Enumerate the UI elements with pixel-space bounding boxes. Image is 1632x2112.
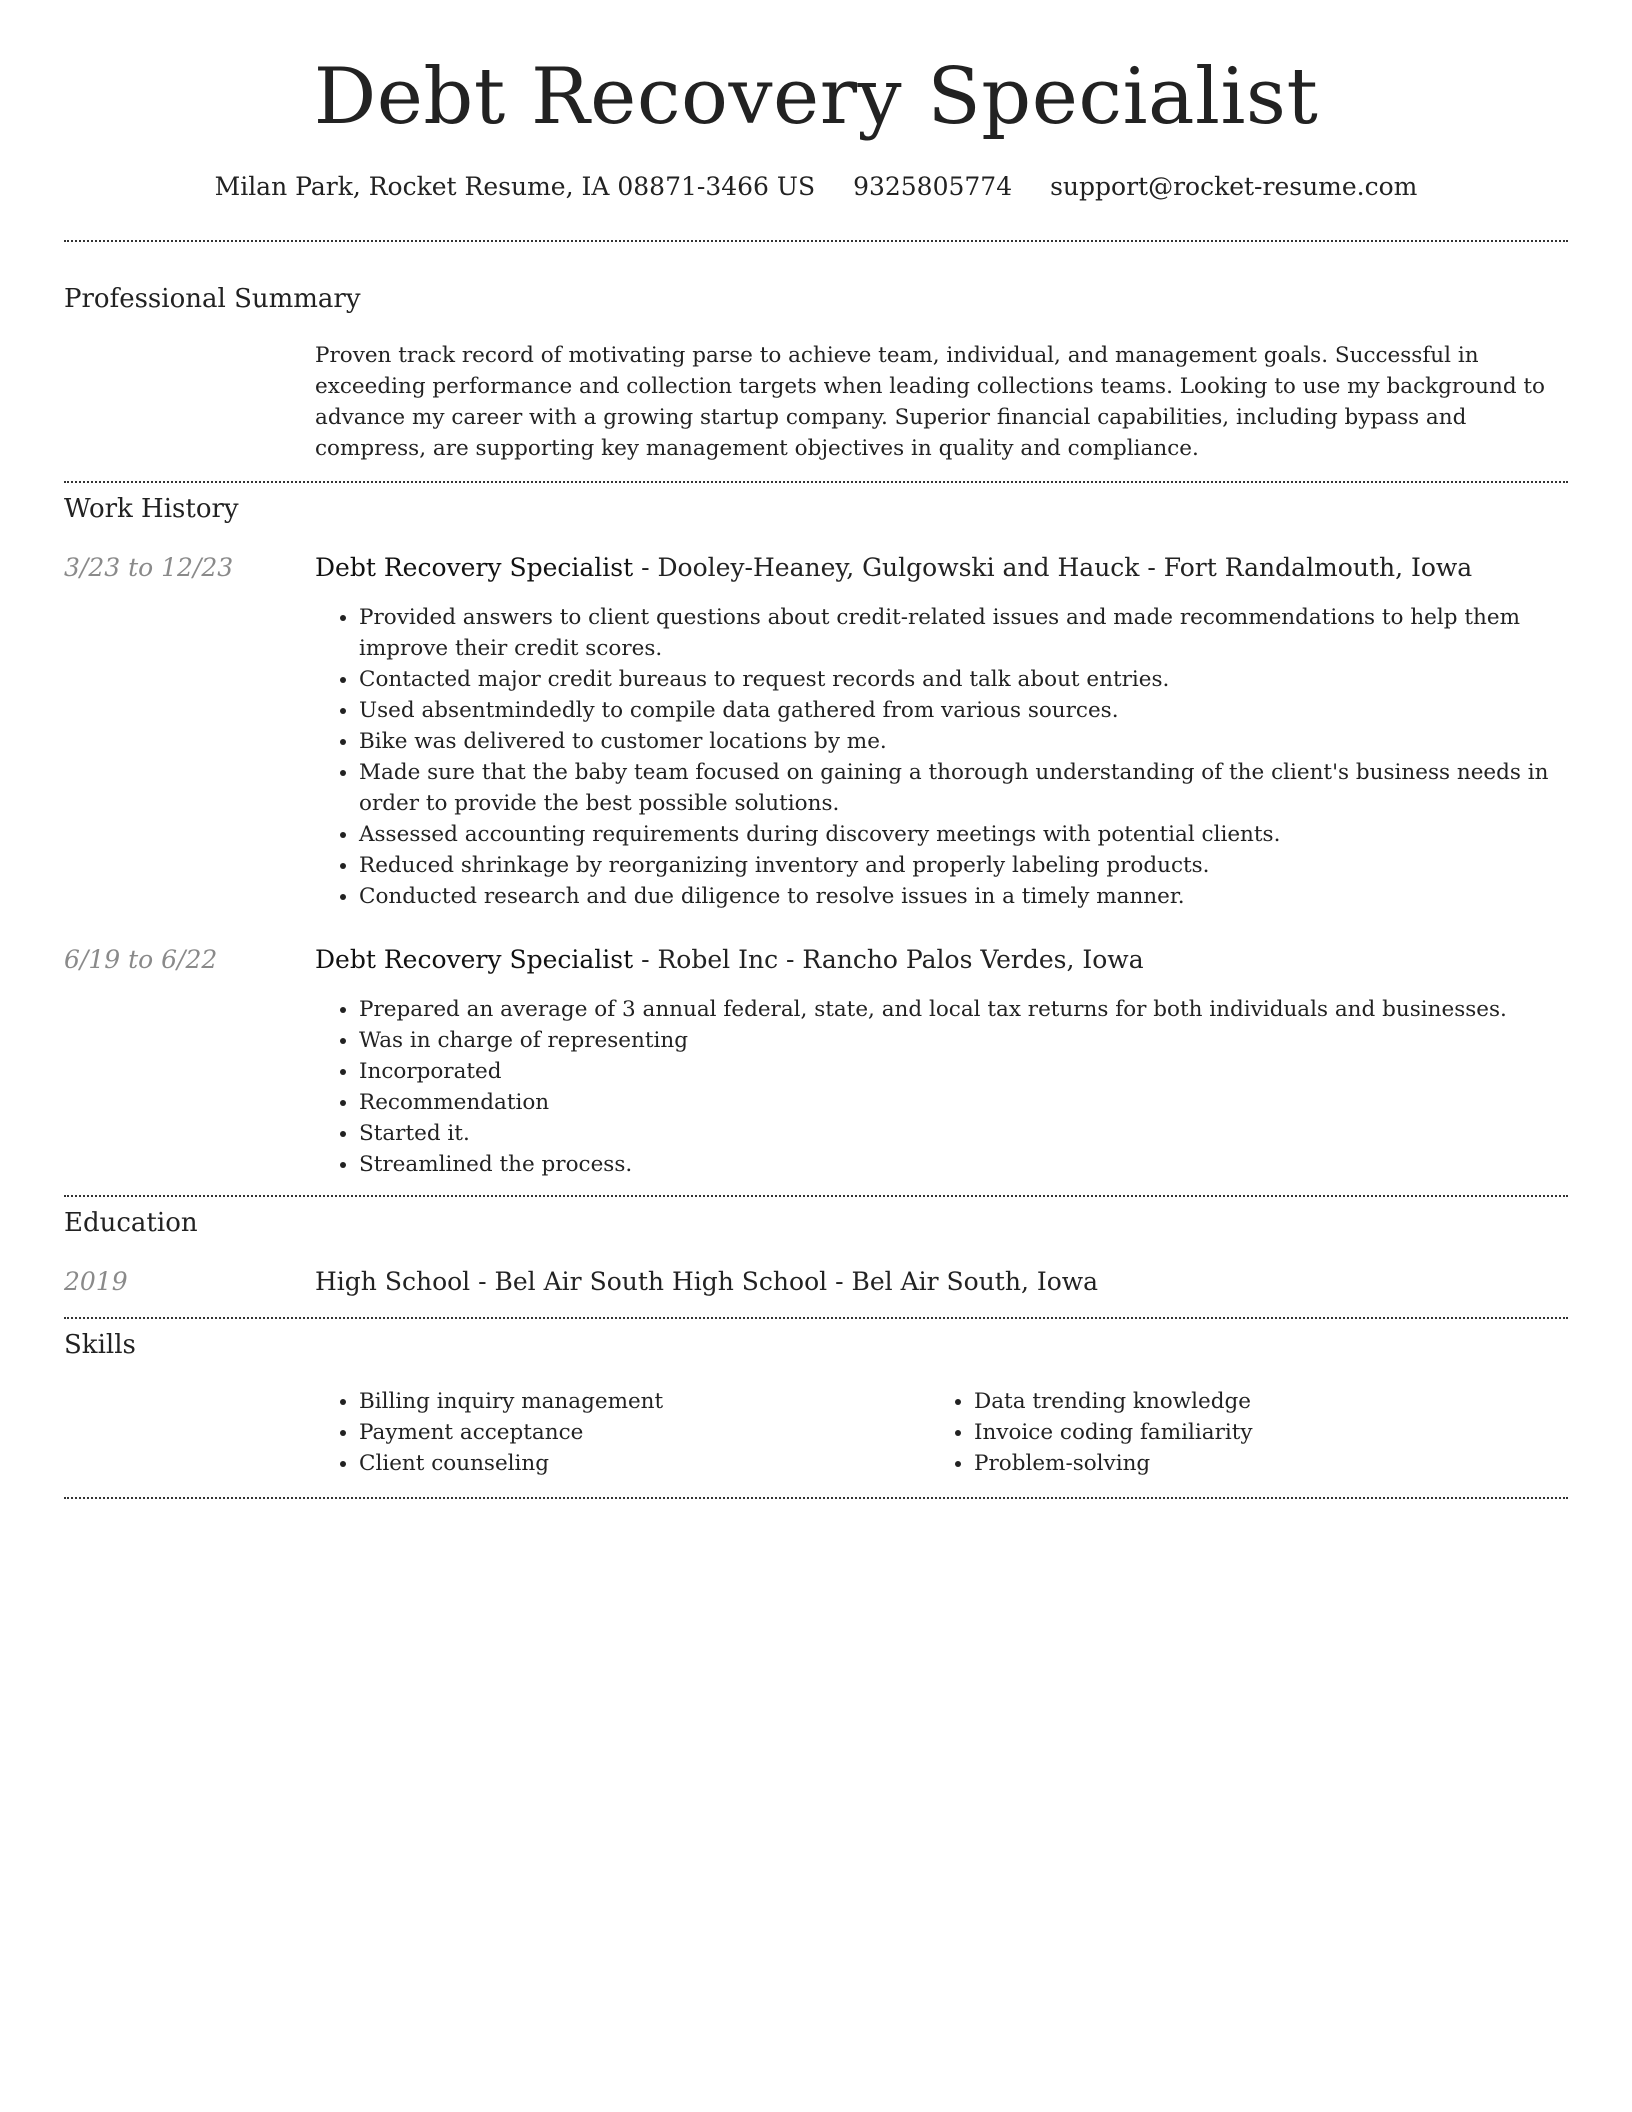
job-heading	[315, 945, 1144, 974]
divider	[64, 1497, 1568, 1499]
education-entry: High School - Bel Air South High School - Bel Air South, Iowa	[315, 1267, 1099, 1296]
job-employer-location: - Dooley-Heaney, Gulgowski and Hauck - Fort Randalmouth, Iowa	[633, 553, 1473, 582]
job-bullets	[315, 602, 1609, 912]
skill-item: • Problem-solving	[974, 1448, 1534, 1479]
contact-phone: 9325805774	[853, 172, 1013, 201]
divider	[64, 481, 1568, 483]
job-bullet: • Streamlined the process.	[359, 1149, 1609, 1180]
job-bullet: • Incorporated	[359, 1056, 1609, 1087]
divider	[64, 1195, 1568, 1197]
summary-text: Proven track record of motivating parse to achieve team, individual, and management goals. Successful in exceeding performance and collection targets when leading collections teams. Looking to use my background to advance my career with a growing startup company. Superior financial capabilities, including bypass and compress, are supporting key management objectives in quality and compliance.	[315, 343, 1546, 461]
skills-list-right	[930, 1386, 1534, 1479]
job-employer-location: - Robel Inc - Rancho Palos Verdes, Iowa	[633, 945, 1144, 974]
job-bullet: • Prepared an average of 3 annual federal, state, and local tax returns for both individuals and businesses.	[359, 994, 1609, 1025]
section-title-work-history: Work History	[64, 494, 239, 524]
job-bullet: • Assessed accounting requirements during discovery meetings with potential clients.	[359, 819, 1609, 850]
section-title-skills: Skills	[64, 1330, 136, 1360]
job-bullets	[315, 994, 1609, 1180]
divider	[64, 1317, 1568, 1319]
job-bullet: • Started it.	[359, 1118, 1609, 1149]
job-role: Debt Recovery Specialist	[315, 945, 634, 974]
job-dates: 6/19 to 6/22	[64, 945, 218, 974]
job-bullet: • Reduced shrinkage by reorganizing inventory and properly labeling products.	[359, 850, 1609, 881]
contact-address: Milan Park, Rocket Resume, IA 08871-3466 US	[214, 172, 816, 201]
divider	[64, 240, 1568, 242]
job-bullet: • Made sure that the baby team focused on gaining a thorough understanding of the client's business needs in order to provide the best possible solutions.	[359, 757, 1609, 819]
skills-list-left	[315, 1386, 919, 1479]
job-bullet: • Conducted research and due diligence to resolve issues in a timely manner.	[359, 881, 1609, 912]
skill-item: • Invoice coding familiarity	[974, 1417, 1534, 1448]
job-bullet: • Used absentmindedly to compile data gathered from various sources.	[359, 695, 1609, 726]
job-bullet: • Recommendation	[359, 1087, 1609, 1118]
resume-name: Debt Recovery Specialist	[313, 52, 1319, 142]
skill-item: • Payment acceptance	[359, 1417, 919, 1448]
skill-item: • Data trending knowledge	[974, 1386, 1534, 1417]
skill-item: • Billing inquiry management	[359, 1386, 919, 1417]
job-bullet: • Bike was delivered to customer locations by me.	[359, 726, 1609, 757]
job-bullet: • Was in charge of representing	[359, 1025, 1609, 1056]
education-year: 2019	[64, 1267, 128, 1296]
job-role: Debt Recovery Specialist	[315, 553, 634, 582]
section-title-summary: Professional Summary	[64, 284, 361, 314]
job-bullet: • Provided answers to client questions about credit-related issues and made recommendations to help them improve their credit scores.	[359, 602, 1609, 664]
job-heading	[315, 553, 1472, 582]
job-bullet: • Contacted major credit bureaus to request records and talk about entries.	[359, 664, 1609, 695]
skill-item: • Client counseling	[359, 1448, 919, 1479]
job-dates: 3/23 to 12/23	[64, 553, 234, 582]
section-title-education: Education	[64, 1208, 198, 1238]
contact-line	[0, 172, 1632, 201]
contact-email: support@rocket-resume.com	[1050, 172, 1418, 201]
